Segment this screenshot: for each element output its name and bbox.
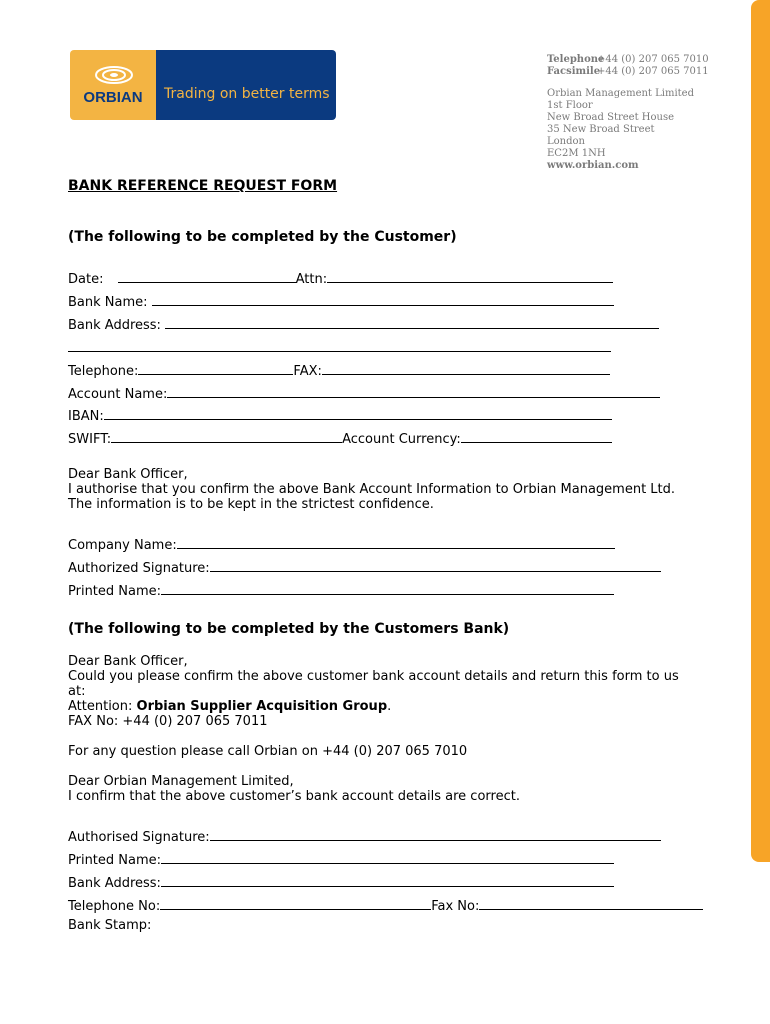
swift-currency-row [68, 429, 612, 447]
bank-address-continued-row [68, 338, 611, 356]
authorized-signature-label: Authorized Signature: [68, 561, 210, 576]
attention-fax: FAX No: +44 (0) 207 065 7011 [68, 714, 268, 729]
fax-no-field[interactable] [479, 896, 703, 910]
account-name-label: Account Name: [68, 387, 168, 402]
bank-letter-body: Could you please confirm the above customer bank account details and return this form to us at: [68, 669, 679, 699]
bank-address-field[interactable] [165, 315, 659, 329]
facsimile-label: Facsimile [547, 66, 601, 77]
logo-brand-panel [70, 50, 156, 120]
address-line: 35 New Broad Street [547, 124, 655, 135]
account-currency-label: Account Currency: [342, 432, 461, 447]
fax-field[interactable] [322, 361, 610, 375]
authorised-signature-label: Authorised Signature: [68, 830, 210, 845]
authorized-signature-field[interactable] [210, 558, 661, 572]
logo-tagline: Trading on better terms [164, 86, 330, 102]
iban-field[interactable] [104, 406, 612, 420]
telephone-value: +44 (0) 207 065 7010 [597, 54, 709, 65]
printed-name-label: Printed Name: [68, 584, 162, 599]
bank-letter [68, 654, 698, 699]
customer-letter [68, 467, 698, 512]
fax-no-label: Fax No: [431, 899, 480, 914]
customer-section-heading: (The following to be completed by the Customer) [68, 229, 457, 245]
attention-line [68, 699, 698, 714]
telephone-fax-row [68, 361, 610, 379]
address-line: New Broad Street House [547, 112, 675, 123]
authorized-signature-row [68, 558, 661, 576]
form-title: BANK REFERENCE REQUEST FORM [68, 178, 338, 194]
date-attn-row [68, 269, 613, 287]
bank-address-row [68, 315, 659, 333]
orbian-swirl-icon [94, 64, 134, 86]
account-currency-field[interactable] [461, 429, 612, 443]
iban-label: IBAN: [68, 409, 104, 424]
letter-body: I authorise that you confirm the above Bank Account Information to Orbian Management Ltd. The information is to be kept in the strictest confidence. [68, 482, 676, 512]
website: www.orbian.com [547, 160, 639, 171]
authorised-signature-row [68, 827, 661, 845]
bank-section-heading: (The following to be completed by the Customers Bank) [68, 621, 510, 637]
bank-name-row [68, 292, 614, 310]
bank-name-field[interactable] [152, 292, 614, 306]
company-name-field[interactable] [177, 535, 615, 549]
bank-letter-salutation: Dear Bank Officer, [68, 654, 188, 669]
address-line: London [547, 136, 585, 147]
attention-block [68, 699, 698, 729]
telephone-no-label: Telephone No: [68, 899, 161, 914]
authorised-signature-field[interactable] [210, 827, 661, 841]
bank-printed-name-field[interactable] [161, 850, 614, 864]
address-line: 1st Floor [547, 100, 593, 111]
iban-row [68, 406, 612, 424]
attn-label: Attn: [295, 272, 328, 287]
orbian-logo [70, 50, 336, 120]
bank-printed-name-row [68, 850, 614, 868]
bank-name-label: Bank Name: [68, 295, 148, 310]
account-name-field[interactable] [167, 384, 660, 398]
contact-block [547, 54, 709, 172]
printed-name-row [68, 581, 614, 599]
date-label: Date: [68, 272, 104, 287]
letter-salutation: Dear Bank Officer, [68, 467, 188, 482]
orange-side-bar [751, 0, 770, 862]
swift-field[interactable] [111, 429, 342, 443]
confirmation-block [68, 774, 698, 804]
date-field[interactable] [118, 269, 296, 283]
confirmation-salutation: Dear Orbian Management Limited, [68, 774, 294, 789]
swift-label: SWIFT: [68, 432, 112, 447]
facsimile-row [547, 66, 709, 78]
address-line: EC2M 1NH [547, 148, 606, 159]
attn-field[interactable] [327, 269, 613, 283]
bank-stamp-label: Bank Stamp: [68, 918, 152, 933]
facsimile-value: +44 (0) 207 065 7011 [597, 66, 709, 77]
company-name-label: Company Name: [68, 538, 177, 553]
account-name-row [68, 384, 660, 402]
printed-name-field[interactable] [161, 581, 614, 595]
telephone-no-field[interactable] [160, 896, 431, 910]
logo-brand-text: ORBIAN [83, 89, 143, 106]
telephone-fax-sign-row [68, 896, 703, 914]
bank-stamp-row [68, 918, 151, 936]
fax-label: FAX: [293, 364, 322, 379]
question-line: For any question please call Orbian on +44 (0) 207 065 7010 [68, 744, 468, 759]
attention-end: . [387, 699, 392, 714]
attention-group: Orbian Supplier Acquisition Group [136, 699, 388, 714]
bank-printed-name-label: Printed Name: [68, 853, 162, 868]
telephone-field[interactable] [138, 361, 293, 375]
company-name-row [68, 535, 615, 553]
bank-address-label: Bank Address: [68, 318, 161, 333]
bank-address-field-2[interactable] [68, 338, 611, 352]
telephone-field-label: Telephone: [68, 364, 139, 379]
bank-address-sign-field[interactable] [161, 873, 614, 887]
attention-label: Attention: [68, 699, 137, 714]
logo-tagline-panel [156, 50, 336, 120]
bank-address-sign-label: Bank Address: [68, 876, 161, 891]
confirmation-body: I confirm that the above customer’s bank account details are correct. [68, 789, 520, 804]
telephone-label: Telephone [547, 54, 605, 65]
address-line: Orbian Management Limited [547, 88, 694, 99]
bank-address-sign-row [68, 873, 614, 891]
telephone-row [547, 54, 709, 66]
